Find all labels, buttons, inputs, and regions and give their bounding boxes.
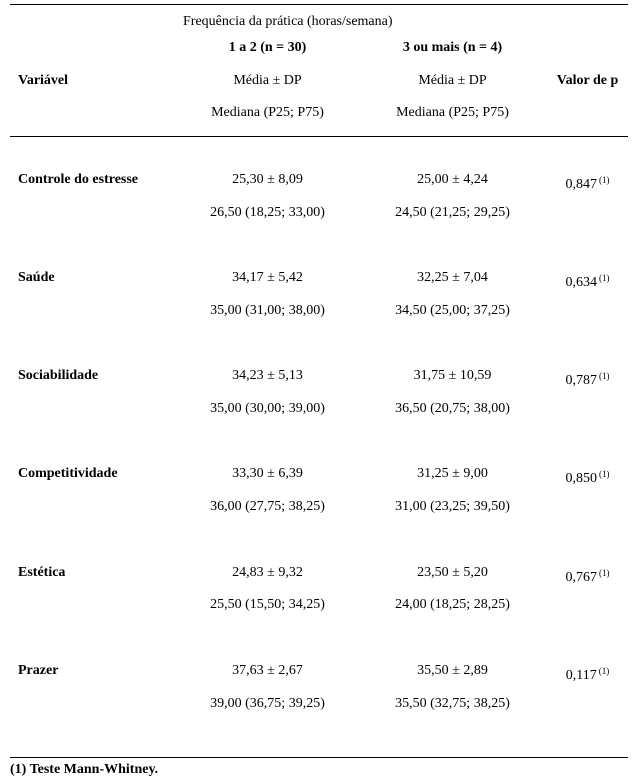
variable-header: Variável (18, 73, 69, 88)
median-cell: 36,00 (27,75; 38,25) (210, 499, 325, 514)
mean-sd-cell: 34,17 ± 5,42 (232, 270, 303, 285)
p-value-header: Valor de p (556, 73, 619, 88)
col1-stat2: Mediana (P25; P75) (211, 105, 324, 120)
median-cell: 34,50 (25,00; 37,25) (395, 303, 510, 318)
mean-sd-cell: 25,30 ± 8,09 (232, 172, 303, 187)
mean-sd-cell: 31,25 ± 9,00 (417, 466, 488, 481)
median-cell: 25,50 (15,50; 34,25) (210, 597, 325, 612)
p-value-cell: 0,847 $^{(1)}$ (565, 175, 610, 192)
median-cell: 24,00 (18,25; 28,25) (395, 597, 510, 612)
median-cell: 35,50 (32,75; 38,25) (395, 696, 510, 711)
row-label: Saúde (18, 270, 55, 285)
col2-title: 3 ou mais (n = 4) (402, 40, 503, 55)
mean-sd-cell: 23,50 ± 5,20 (417, 565, 488, 580)
mean-sd-cell: 35,50 ± 2,89 (417, 663, 488, 678)
median-cell: 35,00 (30,00; 39,00) (210, 401, 325, 416)
col2-stat1: Média ± DP (418, 73, 487, 88)
p-value-cell: 0,787 $^{(1)}$ (565, 371, 610, 388)
header-rule (10, 136, 628, 137)
median-cell: 39,00 (36,75; 39,25) (210, 696, 325, 711)
median-cell: 26,50 (18,25; 33,00) (210, 205, 325, 220)
mean-sd-cell: 33,30 ± 6,39 (232, 466, 303, 481)
median-cell: 24,50 (21,25; 29,25) (395, 205, 510, 220)
mean-sd-cell: 25,00 ± 4,24 (417, 172, 488, 187)
col1-stat1: Média ± DP (233, 73, 302, 88)
mean-sd-cell: 24,83 ± 9,32 (232, 565, 303, 580)
row-label: Controle do estresse (18, 172, 139, 187)
p-value-cell: 0,117 $^{(1)}$ (565, 666, 610, 683)
median-cell: 36,50 (20,75; 38,00) (395, 401, 510, 416)
row-label: Sociabilidade (18, 368, 99, 383)
col1-title: 1 a 2 (n = 30) (228, 40, 307, 55)
p-value-cell: 0,850 $^{(1)}$ (565, 469, 610, 486)
footnote: (1) Teste Mann-Whitney. (10, 762, 159, 777)
top-rule (10, 4, 628, 5)
median-cell: 35,00 (31,00; 38,00) (210, 303, 325, 318)
group-title: Frequência da prática (horas/semana) (183, 14, 393, 29)
col2-stat2: Mediana (P25; P75) (396, 105, 509, 120)
mean-sd-cell: 32,25 ± 7,04 (417, 270, 488, 285)
mean-sd-cell: 37,63 ± 2,67 (232, 663, 303, 678)
row-label: Prazer (18, 663, 59, 678)
bottom-rule (10, 757, 628, 758)
p-value-cell: 0,767 $^{(1)}$ (565, 568, 610, 585)
row-label: Estética (18, 565, 66, 580)
mean-sd-cell: 31,75 ± 10,59 (413, 368, 492, 383)
row-label: Competitividade (18, 466, 118, 481)
median-cell: 31,00 (23,25; 39,50) (395, 499, 510, 514)
p-value-cell: 0,634 $^{(1)}$ (565, 273, 610, 290)
mean-sd-cell: 34,23 ± 5,13 (232, 368, 303, 383)
